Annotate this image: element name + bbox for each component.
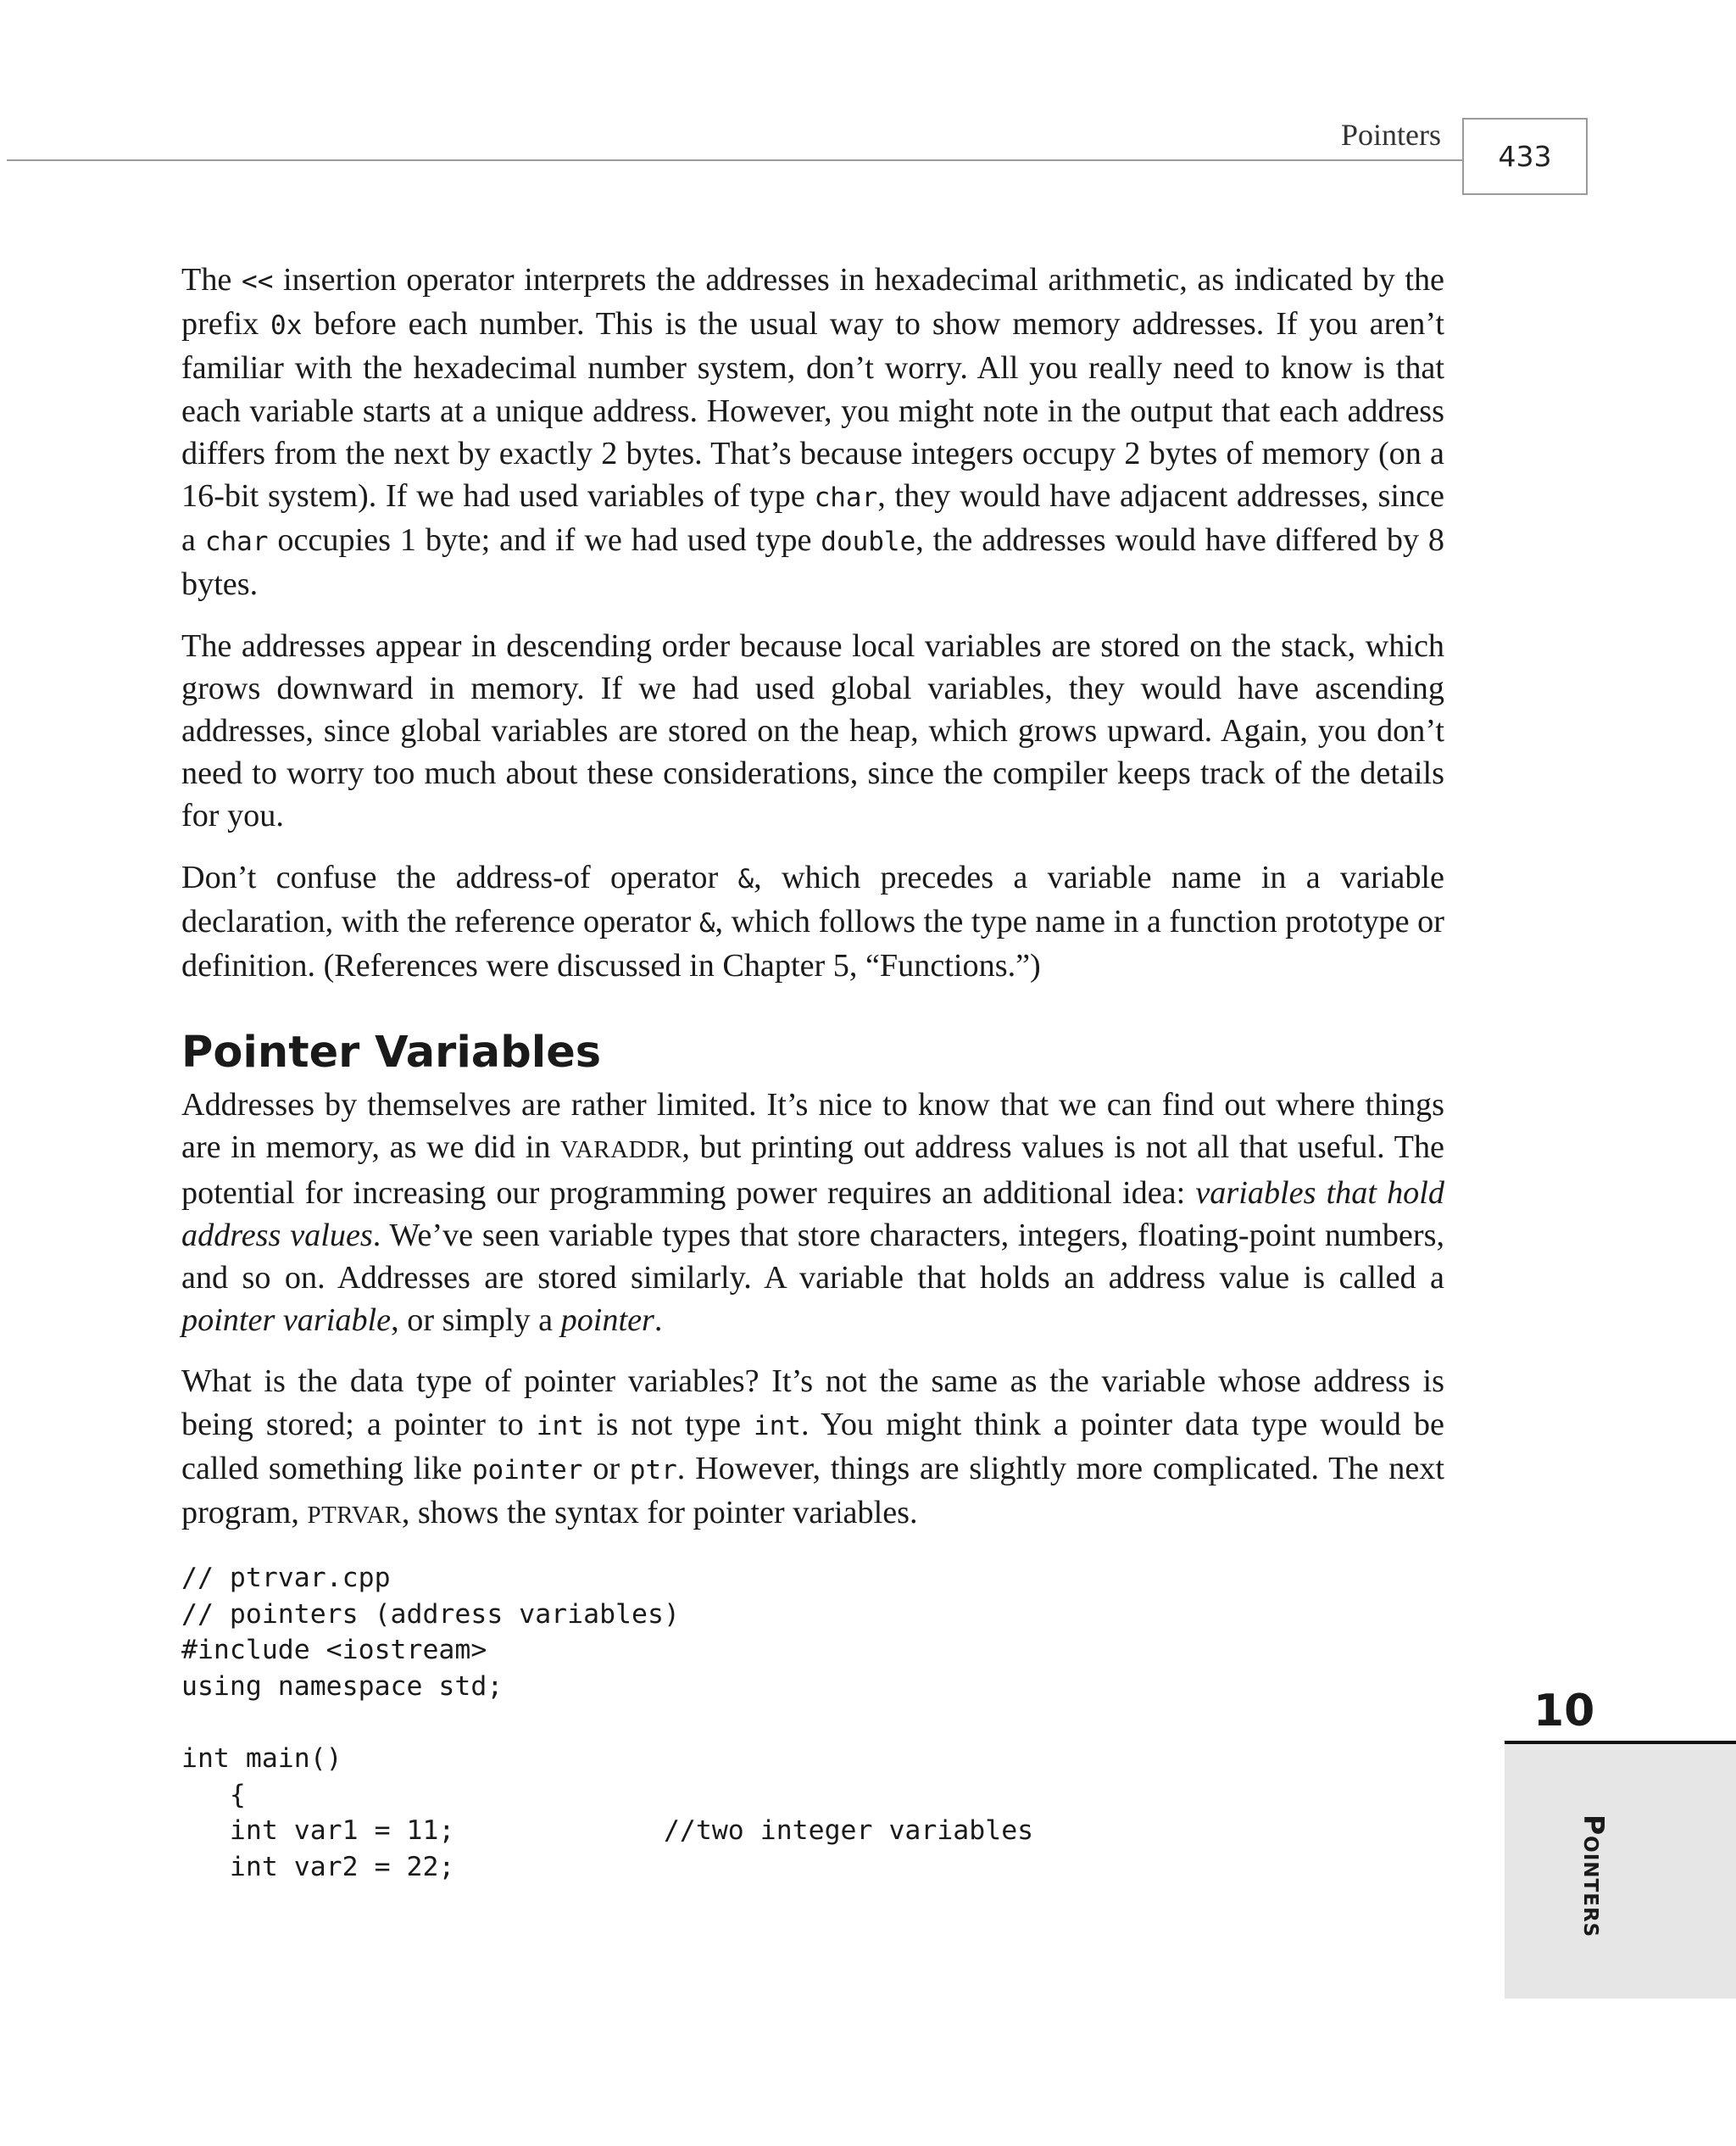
paragraph-pointer-intro: Addresses by themselves are rather limited. It’s nice to know that we can find out where things are in memory, as we did in VARADDR, but printing out address values is not all that useful. The potential for increasing our programming power requires an additional idea: variables that hold address values. We’ve seen variable types that store characters, integers, floating-point numbers, and so on. Addresses are stored similarly. A variable that holds an address value is called a pointer variable, or simply a pointer.: [181, 1087, 1445, 1339]
section-heading: Pointer Variables: [181, 1028, 602, 1079]
page-number-box: [1462, 118, 1588, 195]
paragraph-hex-addresses: The << insertion operator interprets the addresses in hexadecimal arithmetic, as indicated by the prefix 0x before each number. This is the usual way to show memory addresses. If you aren’t familiar with the hexadecimal number system, don’t worry. All you really need to know is that each variable starts at a unique address. However, you might note in the output that each address differs from the next by exactly 2 bytes. That’s because integers occupy 2 bytes of memory (on a 16-bit system). If we had used variables of type char, they would have adjacent addresses, since a char occupies 1 byte; and if we had used type double, the addresses would have differed by 8 bytes.: [181, 262, 1445, 603]
running-header-title: Pointers: [1340, 118, 1441, 152]
chapter-tab-label: Pointers: [1577, 1814, 1611, 1938]
paragraph-descending-order: The addresses appear in descending order because local variables are stored on the stack, which grows downward in memory. If we had used global variables, they would have ascending addresses, since global variables are stored on the heap, which grows upward. Again, you don’t need to worry too much about these considerations, since the compiler keeps track of the details for you.: [181, 627, 1444, 834]
paragraph-address-of-operator: Don’t confuse the address-of operator &, which precedes a variable name in a variable declaration, with the reference operator &, which follows the type name in a function prototype or definition. (References were discussed in Chapter 5, “Functions.”): [181, 859, 1444, 984]
chapter-number: 10: [1533, 1686, 1595, 1736]
paragraph-pointer-type: What is the data type of pointer variables? It’s not the same as the variable whose address is being stored; a pointer to int is not type int. You might think a pointer data type would be called something like pointer or ptr. However, things are slightly more complicated. The next program, PTRVAR, shows the syntax for pointer variables.: [181, 1363, 1444, 1531]
code-listing: // ptrvar.cpp // pointers (address variables) #include <iostream> using namespace std; int main() { int var1 = 11; //two integer variables int var2 = 22;: [181, 1563, 1034, 1883]
chapter-tab: [1505, 1744, 1736, 1998]
header-rule: [7, 159, 1462, 161]
page-number: 433: [1498, 140, 1552, 173]
body-text: [181, 259, 1444, 1886]
